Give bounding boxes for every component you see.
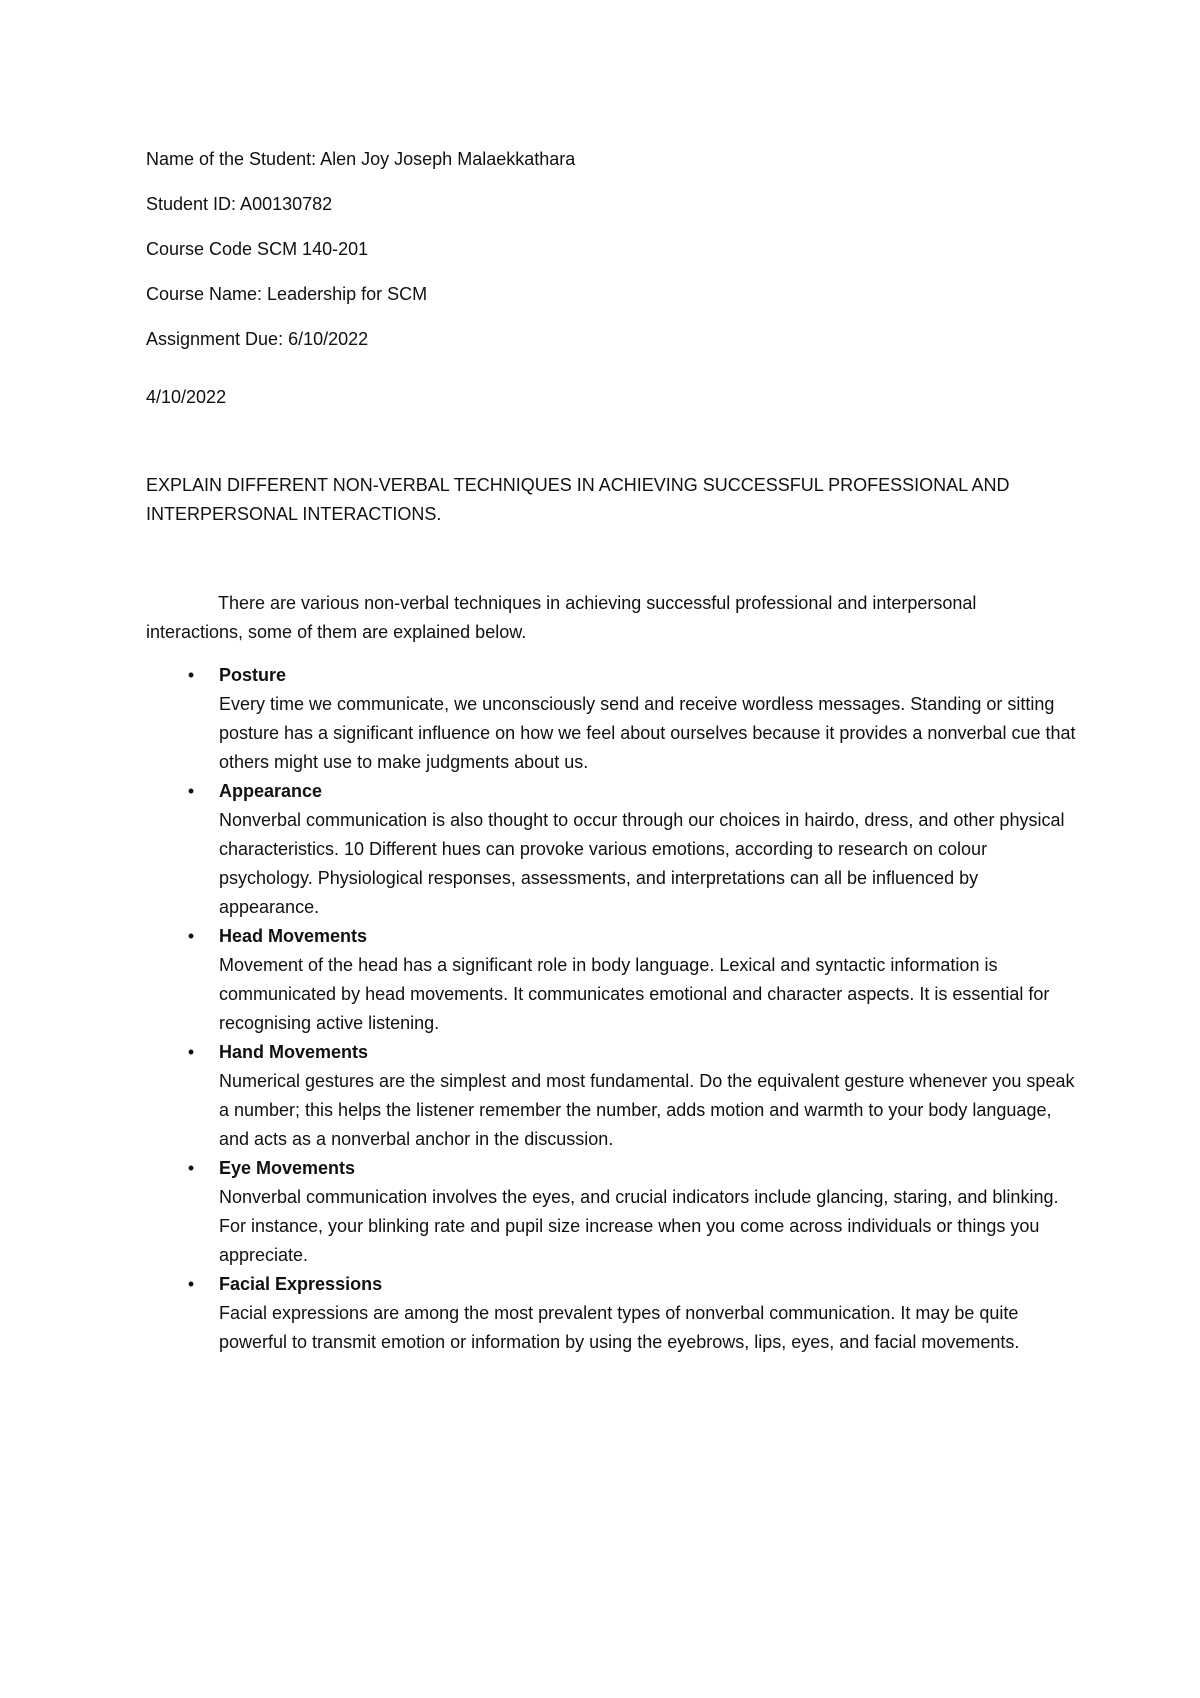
list-item: [146, 922, 1076, 1038]
topic-title: Facial Expressions: [219, 1274, 383, 1294]
bullet-icon: •: [187, 1274, 195, 1294]
topic-title: Head Movements: [219, 926, 368, 946]
list-item: [146, 1270, 1076, 1357]
topic-description: Nonverbal communication involves the eyes, and crucial indicators include glancing, staring, and blinking. For instance, your blinking rate and pupil size increase when you come across individuals or things you appreciate.: [219, 1187, 1059, 1265]
topic-title: Posture: [219, 665, 287, 685]
list-item: [146, 1154, 1076, 1270]
topic-title: Eye Movements: [219, 1158, 356, 1178]
assignment-heading: EXPLAIN DIFFERENT NON-VERBAL TECHNIQUES IN ACHIEVING SUCCESSFUL PROFESSIONAL AND INTERPERSONAL INTERACTIONS.: [146, 475, 1010, 524]
topic-description: Movement of the head has a significant role in body language. Lexical and syntactic information is communicated by head movements. It communicates emotional and character aspects. It is essential for recognising active listening.: [219, 955, 1050, 1033]
topic-list: [146, 661, 1076, 1357]
course-code: Course Code SCM 140-201: [146, 239, 369, 259]
list-item: [146, 777, 1076, 922]
bullet-icon: •: [187, 781, 195, 801]
topic-title: Appearance: [219, 781, 323, 801]
bullet-icon: •: [187, 665, 195, 685]
list-item: [146, 661, 1076, 777]
bullet-icon: •: [187, 1158, 195, 1178]
topic-description: Every time we communicate, we unconsciously send and receive wordless messages. Standing or sitting posture has a significant influence on how we feel about ourselves because it provides a nonverbal cue that others might use to make judgments about us.: [219, 694, 1076, 772]
assignment-due: Assignment Due: 6/10/2022: [146, 329, 369, 349]
course-name: Course Name: Leadership for SCM: [146, 284, 428, 304]
topic-title: Hand Movements: [219, 1042, 369, 1062]
list-item: [146, 1038, 1076, 1154]
document-body: [146, 145, 1076, 1357]
bullet-icon: •: [187, 1042, 195, 1062]
topic-description: Facial expressions are among the most prevalent types of nonverbal communication. It may be quite powerful to transmit emotion or information by using the eyebrows, lips, eyes, and facial movements.: [219, 1303, 1020, 1352]
student-name: Name of the Student: Alen Joy Joseph Malaekkathara: [146, 149, 576, 169]
topic-description: Nonverbal communication is also thought to occur through our choices in hairdo, dress, and other physical characteristics. 10 Different hues can provoke various emotions, according to research on colour psychology. Physiological responses, assessments, and interpretations can all be influenced by appearance.: [219, 810, 1065, 917]
bullet-icon: •: [187, 926, 195, 946]
student-id: Student ID: A00130782: [146, 194, 333, 214]
intro-paragraph: There are various non-verbal techniques in achieving successful professional and interpersonal interactions, some of them are explained below.: [146, 593, 977, 642]
topic-description: Numerical gestures are the simplest and most fundamental. Do the equivalent gesture whenever you speak a number; this helps the listener remember the number, adds motion and warmth to your body language, and acts as a nonverbal anchor in the discussion.: [219, 1071, 1075, 1149]
document-date: 4/10/2022: [146, 387, 227, 407]
